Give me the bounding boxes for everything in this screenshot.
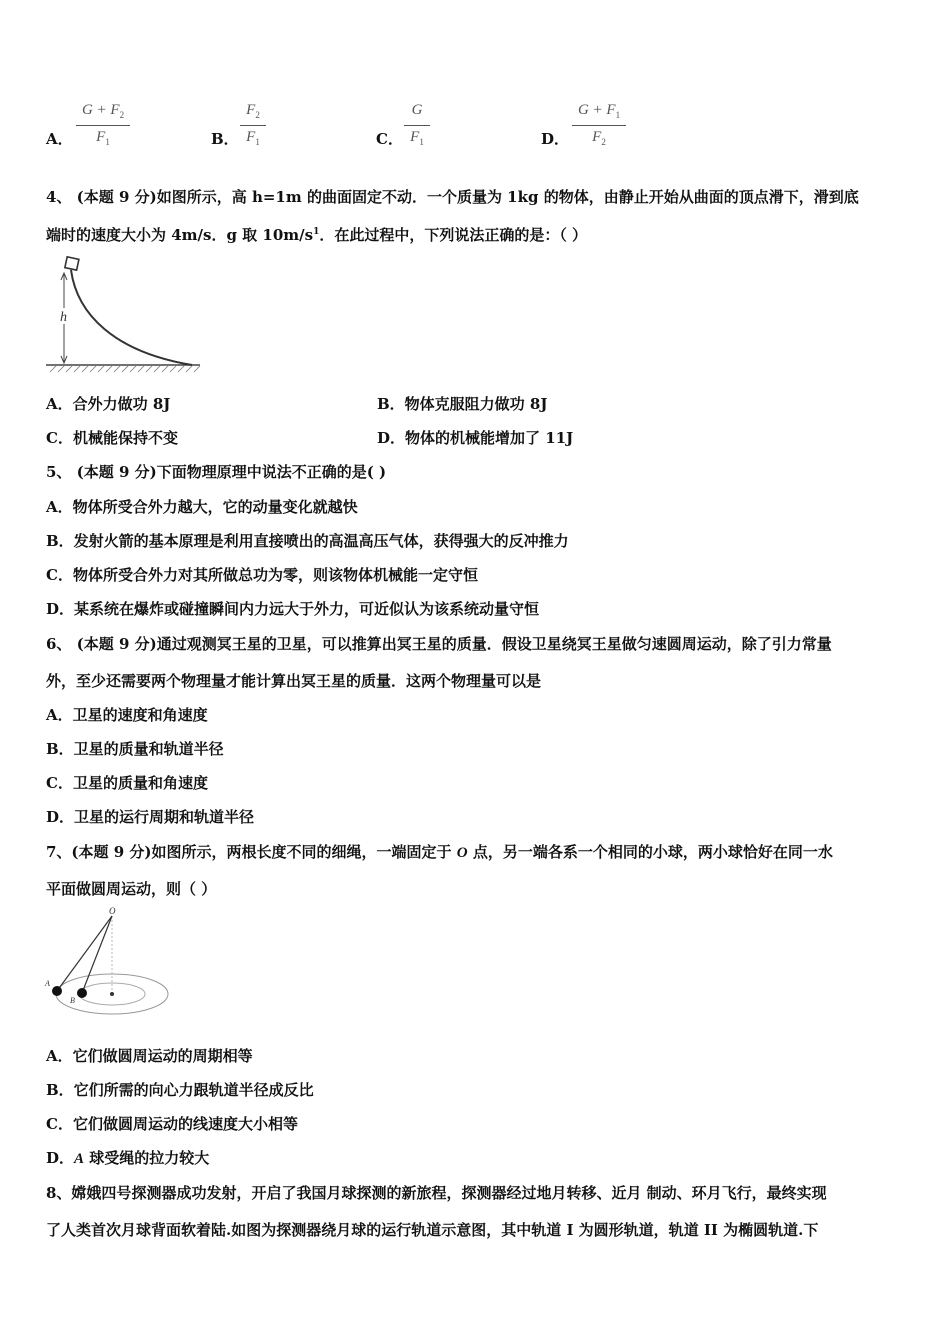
rope-b xyxy=(82,916,112,993)
block-object xyxy=(65,257,79,270)
q5-option-b: B．发射火箭的基本原理是利用直接喷出的高温高压气体，获得强大的反冲推力 xyxy=(46,532,569,550)
q7-stem-line2: 平面做圆周运动，则（ ） xyxy=(46,880,217,898)
height-label: h xyxy=(60,310,67,325)
q5-stem: 5、 (本题 9 分)下面物理原理中说法不正确的是( ) xyxy=(46,463,387,481)
ball-b xyxy=(77,988,87,998)
q7-stem-line1: 7、(本题 9 分)如图所示，两根长度不同的细绳，一端固定于 O 点，另一端各系一个相同的小球，两小球恰好在同一水 xyxy=(46,843,833,861)
ball-a-label: A xyxy=(45,979,50,988)
q7-conical-pendulum-figure xyxy=(40,902,175,1024)
q4-option-b: B．物体克服阻力做功 8J xyxy=(377,395,548,413)
orbit-center xyxy=(110,992,114,996)
q7-option-a: A．它们做圆周运动的周期相等 xyxy=(46,1047,253,1065)
q3-option-a-fraction: $\frac{G + F_2}{F_1}$ xyxy=(76,100,130,153)
rope-a xyxy=(57,916,112,991)
q4-option-a: A．合外力做功 8J xyxy=(46,395,171,413)
q8-stem-line2: 了人类首次月球背面软着陆.如图为探测器绕月球的运行轨道示意图，其中轨道 I 为圆形轨道，轨道 II 为椭圆轨道.下 xyxy=(46,1221,819,1239)
q8-stem-line1: 8、嫦娥四号探测器成功发射，开启了我国月球探测的新旅程，探测器经过地月转移、近月 制动、环月飞行，最终实现 xyxy=(46,1184,827,1202)
q3-option-c-fraction: $\frac{G}{F_1}$ xyxy=(404,100,430,153)
q3-option-d-fraction: $\frac{G + F_1}{F_2}$ xyxy=(572,100,626,153)
q4-stem-line1: 4、 (本题 9 分)如图所示，高 h=1m 的曲面固定不动．一个质量为 1kg 的物体，由静止开始从曲面的顶点滑下，滑到底 xyxy=(46,188,859,206)
q3-option-b-label: B． xyxy=(211,130,239,148)
q7-option-c: C．它们做圆周运动的线速度大小相等 xyxy=(46,1115,298,1133)
q5-option-c: C．物体所受合外力对其所做总功为零，则该物体机械能一定守恒 xyxy=(46,566,478,584)
q4-stem-line2: 端时的速度大小为 4m/s．g 取 $10m/s^1$．在此过程中，下列说法正确的是：（ ） xyxy=(46,226,588,244)
q6-option-a: A．卫星的速度和角速度 xyxy=(46,706,208,724)
q3-option-a-label: A． xyxy=(46,130,73,148)
ball-a xyxy=(52,986,62,996)
q7-option-d: D．A 球受绳的拉力较大 xyxy=(46,1149,210,1167)
q4-option-c: C．机械能保持不变 xyxy=(46,429,178,447)
q5-option-a: A．物体所受合外力越大，它的动量变化就越快 xyxy=(46,498,358,516)
q5-option-d: D．某系统在爆炸或碰撞瞬间内力远大于外力，可近似认为该系统动量守恒 xyxy=(46,600,540,618)
q4-curved-slope-figure xyxy=(44,252,204,374)
q3-option-c-label: C． xyxy=(376,130,403,148)
q6-option-c: C．卫星的质量和角速度 xyxy=(46,774,208,792)
q6-stem-line1: 6、 (本题 9 分)通过观测冥王星的卫星，可以推算出冥王星的质量．假设卫星绕冥王星做匀速圆周运动，除了引力常量 xyxy=(46,635,832,653)
curved-surface xyxy=(71,270,192,365)
point-o-label: O xyxy=(109,906,116,916)
q4-option-d: D．物体的机械能增加了 11J xyxy=(377,429,574,447)
q6-stem-line2: 外，至少还需要两个物理量才能计算出冥王星的质量．这两个物理量可以是 xyxy=(46,672,542,690)
q7-option-b: B．它们所需的向心力跟轨道半径成反比 xyxy=(46,1081,314,1099)
ball-b-label: B xyxy=(70,996,75,1005)
q3-option-b-fraction: $\frac{F_2}{F_1}$ xyxy=(240,100,266,153)
q3-option-d-label: D． xyxy=(541,130,570,148)
q6-option-d: D．卫星的运行周期和轨道半径 xyxy=(46,808,255,826)
ground-hatching xyxy=(50,366,200,372)
q6-option-b: B．卫星的质量和轨道半径 xyxy=(46,740,224,758)
